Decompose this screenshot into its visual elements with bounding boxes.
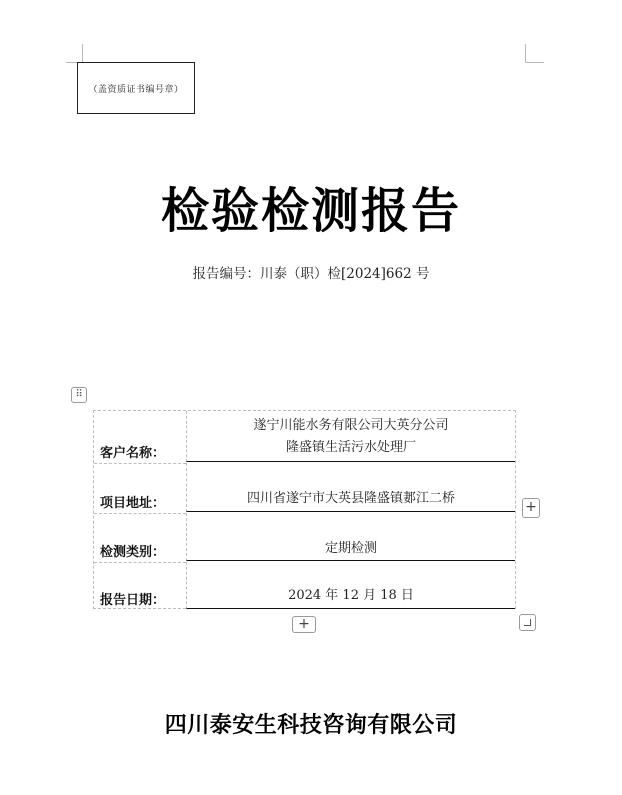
test-category-label: 检测类别： [100, 545, 166, 560]
report-number: 报告编号：川泰（职）检[2024]662 号 [192, 266, 430, 282]
report-info-table [93, 410, 516, 609]
client-name-line-1: 遂宁川能水务有限公司大英分公司 [253, 418, 449, 433]
report-date-label: 报告日期： [100, 593, 166, 608]
table-resize-handle-icon[interactable] [519, 614, 536, 631]
table-row-date [94, 562, 515, 610]
table-row-address [94, 463, 515, 513]
company-name: 四川泰安生科技咨询有限公司 [164, 712, 458, 738]
crop-mark-top-left [66, 44, 83, 63]
add-row-button[interactable]: + [292, 616, 316, 633]
report-title: 检验检测报告 [160, 183, 461, 239]
project-address-value[interactable]: 四川省遂宁市大英县隆盛镇郪江二桥 [186, 463, 515, 512]
client-name-value[interactable] [186, 411, 515, 462]
table-row-client [94, 411, 515, 463]
seal-placeholder-box [77, 62, 195, 114]
add-column-button[interactable]: + [522, 498, 540, 518]
report-date-value[interactable]: 2024 年 12 月 18 日 [186, 562, 515, 609]
crop-mark-top-right [525, 44, 544, 63]
test-category-value[interactable]: 定期检测 [186, 513, 515, 561]
seal-placeholder-text: （盖资质证书编号章） [88, 84, 184, 95]
table-move-handle-icon[interactable]: ⠿ [71, 387, 87, 403]
client-name-label: 客户名称： [100, 446, 166, 461]
project-address-label: 项目地址： [100, 496, 166, 511]
client-name-line-2: 隆盛镇生活污水处理厂 [285, 440, 416, 455]
table-row-category [94, 513, 515, 562]
